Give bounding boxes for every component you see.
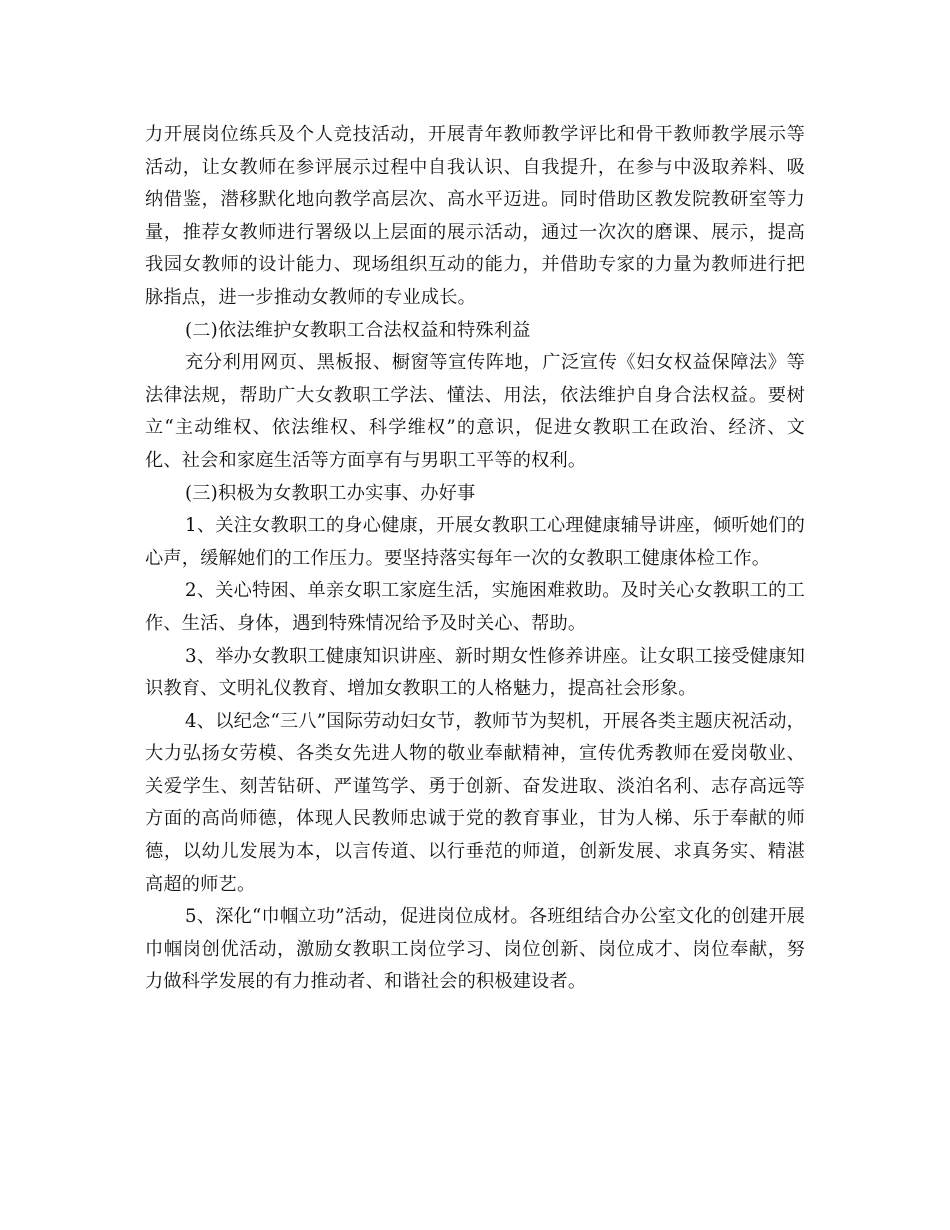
paragraph-continuation: 力开展岗位练兵及个人竞技活动，开展青年教师教学评比和骨干教师教学展示等活动，让女教师在参评展示过程中自我认识、自我提升，在参与中汲取养料、吸纳借鉴，潜移默化地向教学高层次、高水平迈进。同时借助区教发院教研室等力量，推荐女教师进行署级以上层面的展示活动，通过一次次的磨课、展示，提高我园女教师的设计能力、现场组织互动的能力，并借助专家的力量为教师进行把脉指点，进一步推动女教师的专业成长。 [145, 124, 805, 308]
list-item-2: 2、关心特困、单亲女职工家庭生活，实施困难救助。及时关心女教职工的工作、生活、身体，遇到特殊情况给予及时关心、帮助。 [145, 580, 805, 634]
section-heading-2: (二)依法维护女教职工合法权益和特殊利益 [185, 319, 531, 341]
list-item-4: 4、以纪念“三八”国际劳动妇女节，教师节为契机，开展各类主题庆祝活动，大力弘扬女劳模、各类女先进人物的敬业奉献精神，宣传优秀教师在爱岗敬业、关爱学生、刻苦钻研、严谨笃学、勇于创新、奋发进取、淡泊名利、志存高远等方面的高尚师德，体现人民教师忠诚于党的教育事业，甘为人梯、乐于奉献的师德，以幼儿发展为本，以言传道、以行垂范的师道，创新发展、求真务实、精湛高超的师艺。 [145, 710, 805, 895]
list-item-5: 5、深化“巾帼立功”活动，促进岗位成材。各班组结合办公室文化的创建开展巾帼岗创优活动，激励女教职工岗位学习、岗位创新、岗位成才、岗位奉献，努力做科学发展的有力推动者、和谐社会的积极建设者。 [145, 906, 805, 993]
list-item-1: 1、关注女教职工的身心健康，开展女教职工心理健康辅导讲座，倾听她们的心声，缓解她们的工作压力。要坚持落实每年一次的女教职工健康体检工作。 [145, 515, 805, 569]
paragraph-rights: 充分利用网页、黑板报、橱窗等宣传阵地，广泛宣传《妇女权益保障法》等法律法规，帮助广大女教职工学法、懂法、用法，依法维护自身合法权益。要树立“主动维权、依法维权、科学维权”的意识，促进女教职工在政治、经济、文化、社会和家庭生活等方面享有与男职工平等的权利。 [145, 352, 805, 471]
document-body [145, 119, 805, 999]
list-item-3: 3、举办女教职工健康知识讲座、新时期女性修养讲座。让女职工接受健康知识教育、文明礼仪教育、增加女教职工的人格魅力，提高社会形象。 [145, 645, 805, 700]
section-heading-3: (三)积极为女教职工办实事、办好事 [185, 482, 476, 504]
